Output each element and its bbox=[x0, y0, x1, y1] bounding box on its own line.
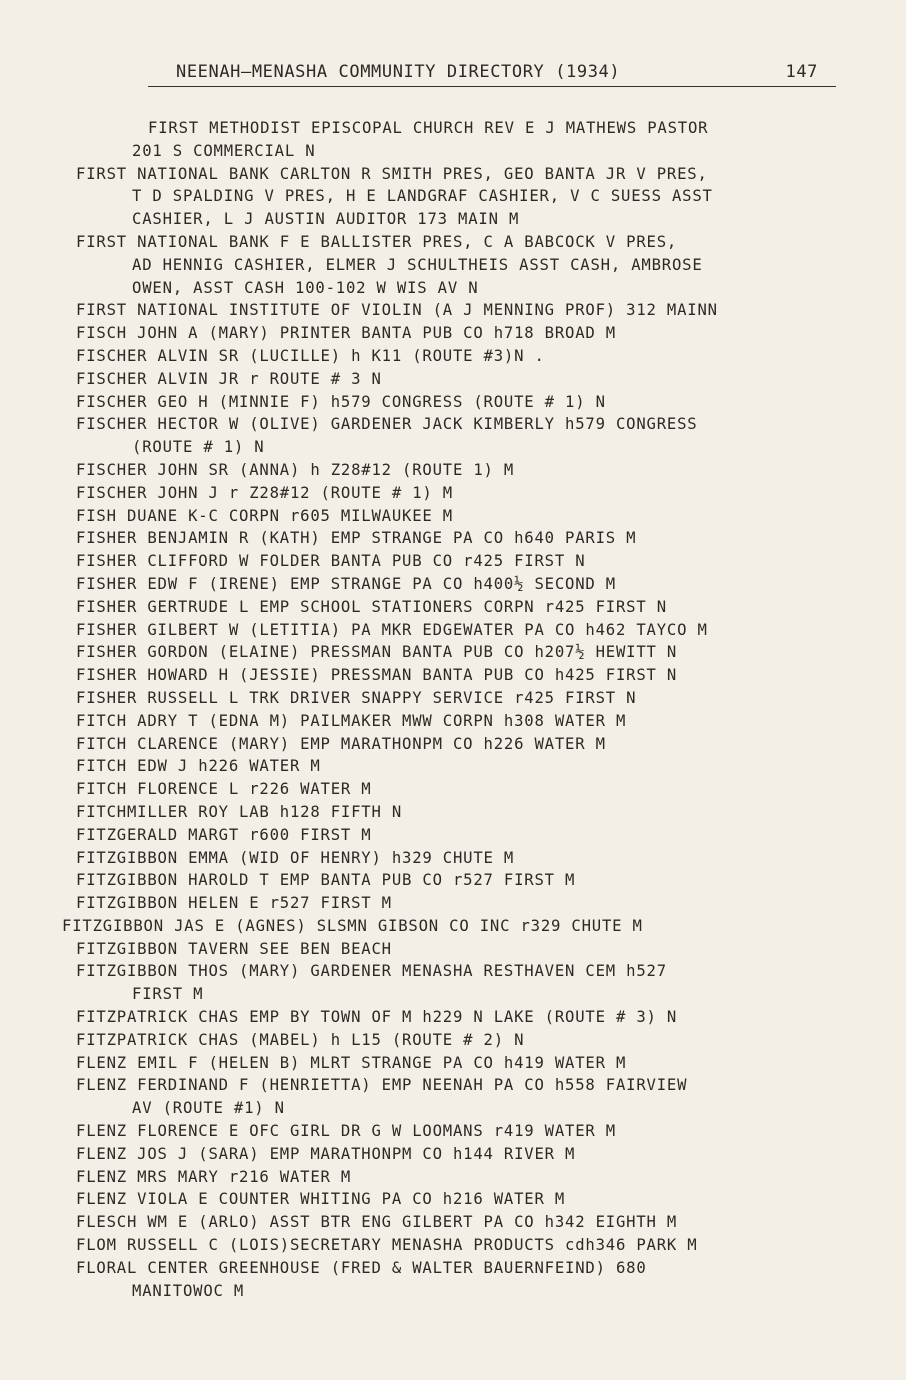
directory-entry: FISHER CLIFFORD W FOLDER BANTA PUB CO r425 FIRST N bbox=[76, 552, 586, 571]
directory-entry: FITZGIBBON THOS (MARY) GARDENER MENASHA RESTHAVEN CEM h527 bbox=[76, 962, 667, 981]
directory-entry: FISCH JOHN A (MARY) PRINTER BANTA PUB CO h718 BROAD M bbox=[76, 324, 616, 343]
directory-entry-continuation: CASHIER, L J AUSTIN AUDITOR 173 MAIN M bbox=[132, 210, 520, 229]
directory-entry: FITCH FLORENCE L r226 WATER M bbox=[76, 780, 372, 799]
directory-entry: FITZGERALD MARGT r600 FIRST M bbox=[76, 825, 372, 844]
directory-entry-continuation: MANITOWOC M bbox=[132, 1281, 245, 1300]
directory-entry: FIRST NATIONAL BANK F E BALLISTER PRES, C A BABCOCK V PRES, bbox=[76, 232, 678, 251]
directory-entry-continuation: 201 S COMMERCIAL N bbox=[132, 141, 316, 160]
directory-entry: FISCHER ALVIN JR r ROUTE # 3 N bbox=[76, 369, 382, 388]
directory-entry: FIRST NATIONAL INSTITUTE OF VIOLIN (A J MENNING PROF) 312 MAINN bbox=[76, 301, 718, 320]
directory-entry-continuation: AV (ROUTE #1) N bbox=[132, 1099, 285, 1118]
directory-entry: FISHER EDW F (IRENE) EMP STRANGE PA CO h400½ SECOND M bbox=[76, 574, 616, 593]
directory-entry: FLENZ FERDINAND F (HENRIETTA) EMP NEENAH PA CO h558 FAIRVIEW bbox=[76, 1076, 688, 1095]
directory-entry: FITZGIBBON EMMA (WID OF HENRY) h329 CHUTE M bbox=[76, 848, 515, 867]
directory-listing bbox=[62, 117, 876, 1302]
directory-entry: FITZGIBBON HELEN E r527 FIRST M bbox=[76, 894, 392, 913]
directory-entry: FISHER BENJAMIN R (KATH) EMP STRANGE PA CO h640 PARIS M bbox=[76, 529, 637, 548]
directory-entry: FITZPATRICK CHAS (MABEL) h L15 (ROUTE # 2) N bbox=[76, 1030, 525, 1049]
directory-entry-continuation: AD HENNIG CASHIER, ELMER J SCHULTHEIS ASST CASH, AMBROSE bbox=[132, 255, 703, 274]
directory-entry: FISHER RUSSELL L TRK DRIVER SNAPPY SERVICE r425 FIRST N bbox=[76, 688, 637, 707]
directory-entry: FITZGIBBON JAS E (AGNES) SLSMN GIBSON CO INC r329 CHUTE M bbox=[62, 916, 643, 935]
directory-entry-continuation: T D SPALDING V PRES, H E LANDGRAF CASHIER, V C SUESS ASST bbox=[132, 187, 713, 206]
directory-entry: FISCHER GEO H (MINNIE F) h579 CONGRESS (ROUTE # 1) N bbox=[76, 392, 606, 411]
directory-entry-continuation: OWEN, ASST CASH 100-102 W WIS AV N bbox=[132, 278, 479, 297]
directory-entry: FITCH ADRY T (EDNA M) PAILMAKER MWW CORPN h308 WATER M bbox=[76, 711, 627, 730]
directory-entry: FIRST NATIONAL BANK CARLTON R SMITH PRES, GEO BANTA JR V PRES, bbox=[76, 164, 708, 183]
directory-entry: FLOM RUSSELL C (LOIS)SECRETARY MENASHA PRODUCTS cdh346 PARK M bbox=[76, 1236, 698, 1255]
directory-entry: FLENZ MRS MARY r216 WATER M bbox=[76, 1167, 352, 1186]
page-number: 147 bbox=[785, 62, 818, 82]
directory-entry: FLENZ EMIL F (HELEN B) MLRT STRANGE PA CO h419 WATER M bbox=[76, 1053, 627, 1072]
directory-entry: FISHER GILBERT W (LETITIA) PA MKR EDGEWATER PA CO h462 TAYCO M bbox=[76, 620, 708, 639]
directory-entry: FISCHER JOHN SR (ANNA) h Z28#12 (ROUTE 1) M bbox=[76, 460, 515, 479]
directory-entry: FLENZ JOS J (SARA) EMP MARATHONPM CO h144 RIVER M bbox=[76, 1144, 576, 1163]
directory-entry: FISHER GORDON (ELAINE) PRESSMAN BANTA PUB CO h207½ HEWITT N bbox=[76, 643, 678, 662]
directory-entry: FLENZ FLORENCE E OFC GIRL DR G W LOOMANS r419 WATER M bbox=[76, 1122, 616, 1141]
directory-entry: FITCH EDW J h226 WATER M bbox=[76, 757, 321, 776]
directory-entry: FITZGIBBON HAROLD T EMP BANTA PUB CO r527 FIRST M bbox=[76, 871, 576, 890]
directory-entry: FLENZ VIOLA E COUNTER WHITING PA CO h216 WATER M bbox=[76, 1190, 566, 1209]
directory-entry: FITCHMILLER ROY LAB h128 FIFTH N bbox=[76, 802, 403, 821]
directory-entry-continuation: (ROUTE # 1) N bbox=[132, 438, 265, 457]
directory-entry: FISHER GERTRUDE L EMP SCHOOL STATIONERS CORPN r425 FIRST N bbox=[76, 597, 667, 616]
page-header bbox=[148, 58, 836, 87]
directory-entry: FISCHER JOHN J r Z28#12 (ROUTE # 1) M bbox=[76, 483, 453, 502]
directory-entry: FISH DUANE K-C CORPN r605 MILWAUKEE M bbox=[76, 506, 453, 525]
directory-entry: FISCHER HECTOR W (OLIVE) GARDENER JACK KIMBERLY h579 CONGRESS bbox=[76, 415, 698, 434]
directory-entry: FITCH CLARENCE (MARY) EMP MARATHONPM CO h226 WATER M bbox=[76, 734, 606, 753]
directory-entry: FLORAL CENTER GREENHOUSE (FRED & WALTER BAUERNFEIND) 680 bbox=[76, 1258, 647, 1277]
directory-entry: FISCHER ALVIN SR (LUCILLE) h K11 (ROUTE #3)N . bbox=[76, 346, 545, 365]
directory-entry: FISHER HOWARD H (JESSIE) PRESSMAN BANTA PUB CO h425 FIRST N bbox=[76, 666, 678, 685]
directory-entry: FITZPATRICK CHAS EMP BY TOWN OF M h229 N LAKE (ROUTE # 3) N bbox=[76, 1008, 678, 1027]
directory-entry: FITZGIBBON TAVERN SEE BEN BEACH bbox=[76, 939, 392, 958]
page-title: NEENAH—MENASHA COMMUNITY DIRECTORY (1934) bbox=[176, 62, 621, 82]
directory-entry-continuation: FIRST M bbox=[132, 985, 204, 1004]
directory-entry: FLESCH WM E (ARLO) ASST BTR ENG GILBERT PA CO h342 EIGHTH M bbox=[76, 1213, 678, 1232]
directory-entry: FIRST METHODIST EPISCOPAL CHURCH REV E J MATHEWS PASTOR bbox=[148, 119, 709, 137]
